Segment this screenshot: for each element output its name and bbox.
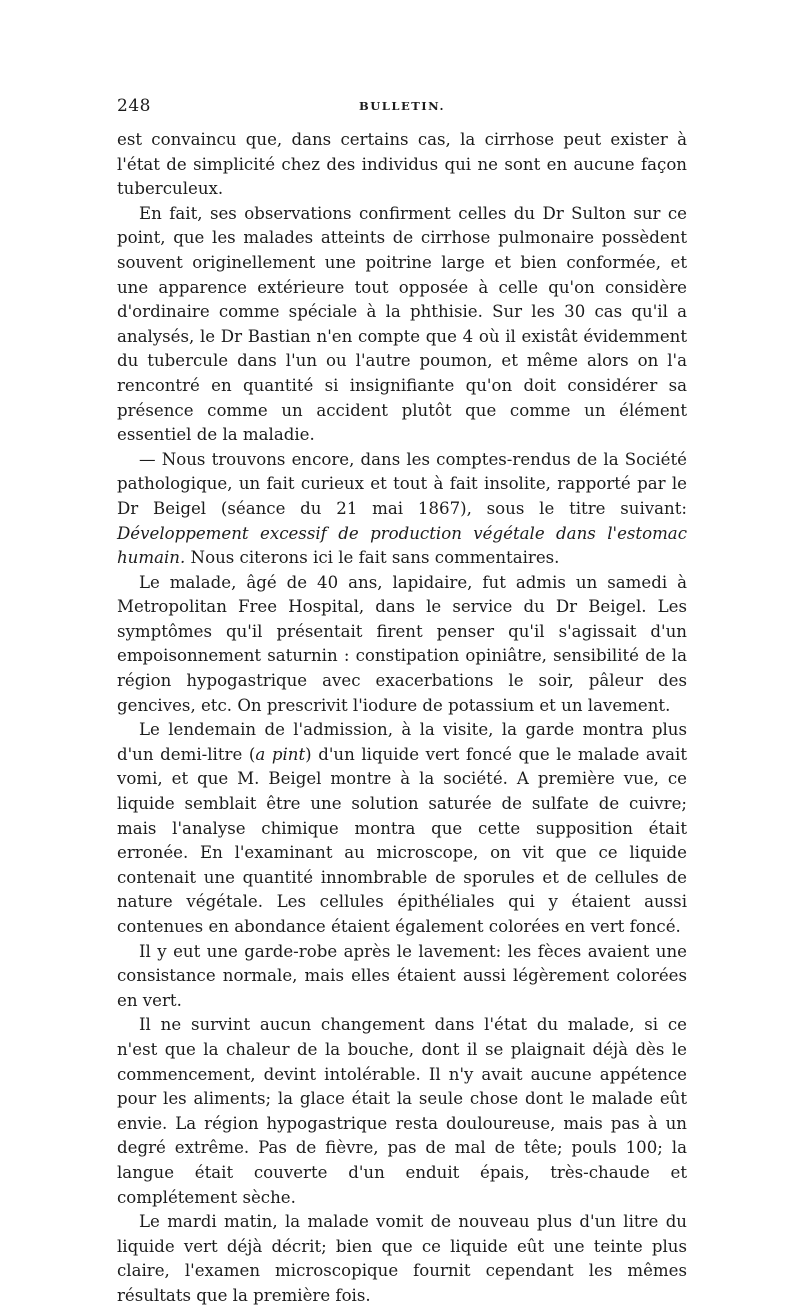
paragraph: est convaincu que, dans certains cas, la cirrhose peut exister à l'état de simplicité chez des individus qui ne sont en aucune façon tuberculeux.	[117, 130, 687, 199]
page-number: 248	[117, 96, 151, 116]
paragraph: En fait, ses observations confirment celles du Dr Sulton sur ce point, que les malades atteints de cirrhose pulmonaire possèdent souvent originellement une poitrine large et bien conformée, et une apparence extérieure tout opposée à celle qu'on considère d'ordinaire comme spéciale à la phthisie. Sur les 30 cas qu'il a analysés, le Dr Bastian n'en compte que 4 où il existât évidemment du tubercule dans l'un ou l'autre poumon, et même alors on l'a rencontré en quantité si insignifiante qu'on doit considérer sa présence comme un accident plutôt que comme un élément essentiel de la maladie.	[117, 203, 687, 445]
italic-term: a pint	[255, 744, 306, 764]
paragraph: Il ne survint aucun changement dans l'état du malade, si ce n'est que la chaleur de la bouche, dont il se plaignait déjà dès le commencement, devint intolérable. Il n'y avait aucune appétence pour les aliments; la glace était la seule chose dont le malade eût envie. La région hypogastrique resta douloureuse, mais pas à un degré extrême. Pas de fièvre, pas de mal de tête; pouls 100; la langue était couverte d'un enduit épais, très-chaude et complétement sèche.	[117, 1015, 687, 1207]
italic-title: Développement excessif de production végétale dans l'estomac humain.	[117, 523, 687, 568]
page-header	[117, 96, 687, 118]
paragraph-text: — Nous trouvons encore, dans les comptes-rendus de la Société pathologique, un fait curieux et tout à fait insolite, rapporté par le Dr Beigel (séance du 21 mai 1867), sous le titre suivant:	[117, 449, 687, 518]
paragraph	[117, 448, 687, 571]
paragraph-text: ) d'un liquide vert foncé que le malade avait vomi, et que M. Beigel montre à la société. A première vue, ce liquide semblait être une solution saturée de sulfate de cuivre; mais l'analyse chimique montra que cette supposition était erronée. En l'examinant au microscope, on vit que ce liquide contenait une quantité innombrable de sporules et de cellules de nature végétale. Les cellules épithéliales qui y étaient aussi contenues en abondance étaient également colorées en vert foncé.	[117, 744, 688, 936]
paragraph: Le mardi matin, la malade vomit de nouveau plus d'un litre du liquide vert déjà décrit; bien que ce liquide eût une teinte plus claire, l'examen microscopique fournit cependant les mêmes résultats que la première fois.	[117, 1212, 687, 1305]
running-head: BULLETIN.	[359, 99, 445, 113]
paragraph-text: Nous citerons ici le fait sans commentaires.	[185, 548, 560, 568]
paragraph: Le malade, âgé de 40 ans, lapidaire, fut admis un samedi à Metropolitan Free Hospital, dans le service du Dr Beigel. Les symptômes qu'il présentait firent penser qu'il s'agissait d'un empoisonnement saturnin : constipation opiniâtre, sensibilité de la région hypogastrique avec exacerbations le soir, pâleur des gencives, etc. On prescrivit l'iodure de potassium et un lavement.	[117, 572, 687, 715]
paragraph	[117, 718, 687, 939]
book-page	[117, 96, 687, 1309]
paragraph: Il y eut une garde-robe après le lavement: les fèces avaient une consistance normale, mais elles étaient aussi légèrement colorées en vert.	[117, 941, 687, 1010]
body-text	[117, 128, 687, 1309]
paragraph-text: Le lendemain de l'admission, à la visite, la garde montra plus d'un demi-litre (	[117, 720, 687, 764]
